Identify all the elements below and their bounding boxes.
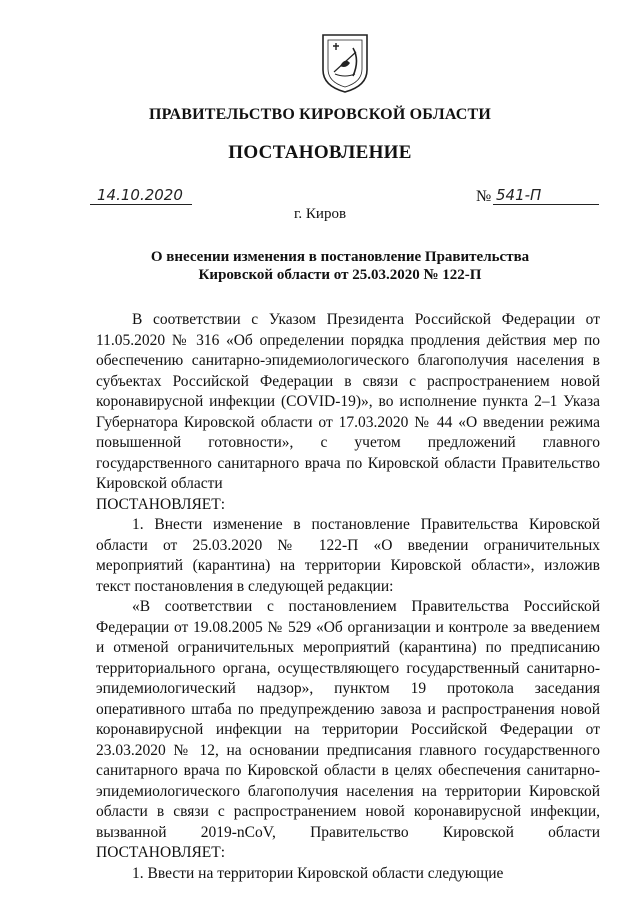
paragraph-resolves: ПОСТАНОВЛЯЕТ: — [96, 495, 226, 513]
number-sign: № — [476, 188, 492, 205]
paragraph-1-1: 1. Ввести на территории Кировской области следующие — [132, 864, 504, 882]
subject-line-2: Кировской области от 25.03.2020 № 122-П — [198, 267, 482, 283]
number-underline — [493, 204, 599, 205]
organization-title: ПРАВИТЕЛЬСТВО КИРОВСКОЙ ОБЛАСТИ — [148, 106, 492, 123]
document-date: 14.10.2020 — [97, 186, 183, 204]
paragraph-1: 1. Внести изменение в постановление Правительства Кировской области от 25.03.2020 № 122-П «О введении ограничительных мероприятий (карантина) на территории Кировской области», изложив текст постановления в следующей редакции: — [96, 516, 600, 595]
date-underline — [90, 204, 192, 205]
coat-of-arms-emblem — [320, 32, 370, 94]
document-subject — [120, 248, 560, 284]
subject-line-1: О внесении изменения в постановление Правительства — [150, 249, 530, 265]
document-number: 541-П — [496, 186, 542, 204]
document-body — [96, 310, 600, 884]
city: г. Киров — [293, 206, 347, 222]
document-type: ПОСТАНОВЛЕНИЕ — [228, 142, 412, 163]
paragraph-preamble: В соответствии с Указом Президента Российской Федерации от 11.05.2020 № 316 «Об определении порядка продления действия мер по обеспечению санитарно-эпидемиологического благополучия населения в субъектах Российской Федерации в связи с распространением новой коронавирусной инфекции (COVID-19)», во исполнение пункта 2–1 Указа Губернатора Кировской области от 17.03.2020 № 44 «О введении режима повышенной готовности», с учетом предложений главного государственного санитарного врача по Кировской области Правительство Кировской области — [96, 311, 600, 492]
paragraph-new-wording: «В соответствии с постановлением Правительства Российской Федерации от 19.08.2005 № 529 «Об организации и контроле за введением и отменой ограничительных мероприятий (карантина) по предписанию территориального органа, осуществляющего государственный санитарно-эпидемиологический надзор», пунктом 19 протокола заседания оперативного штаба по предупреждению завоза и распространения новой коронавирусной инфекции на территории Российской Федерации от 23.03.2020 № 12, на основании предписания главного государственного санитарного врача по Кировской области в целях обеспечения санитарно-эпидемиологического благополучия населения на территории Кировской области в связи с распространением новой коронавирусной инфекции, вызванной 2019-nCoV, Правительство Кировской области ПОСТАНОВЛЯЕТ: — [96, 598, 600, 861]
